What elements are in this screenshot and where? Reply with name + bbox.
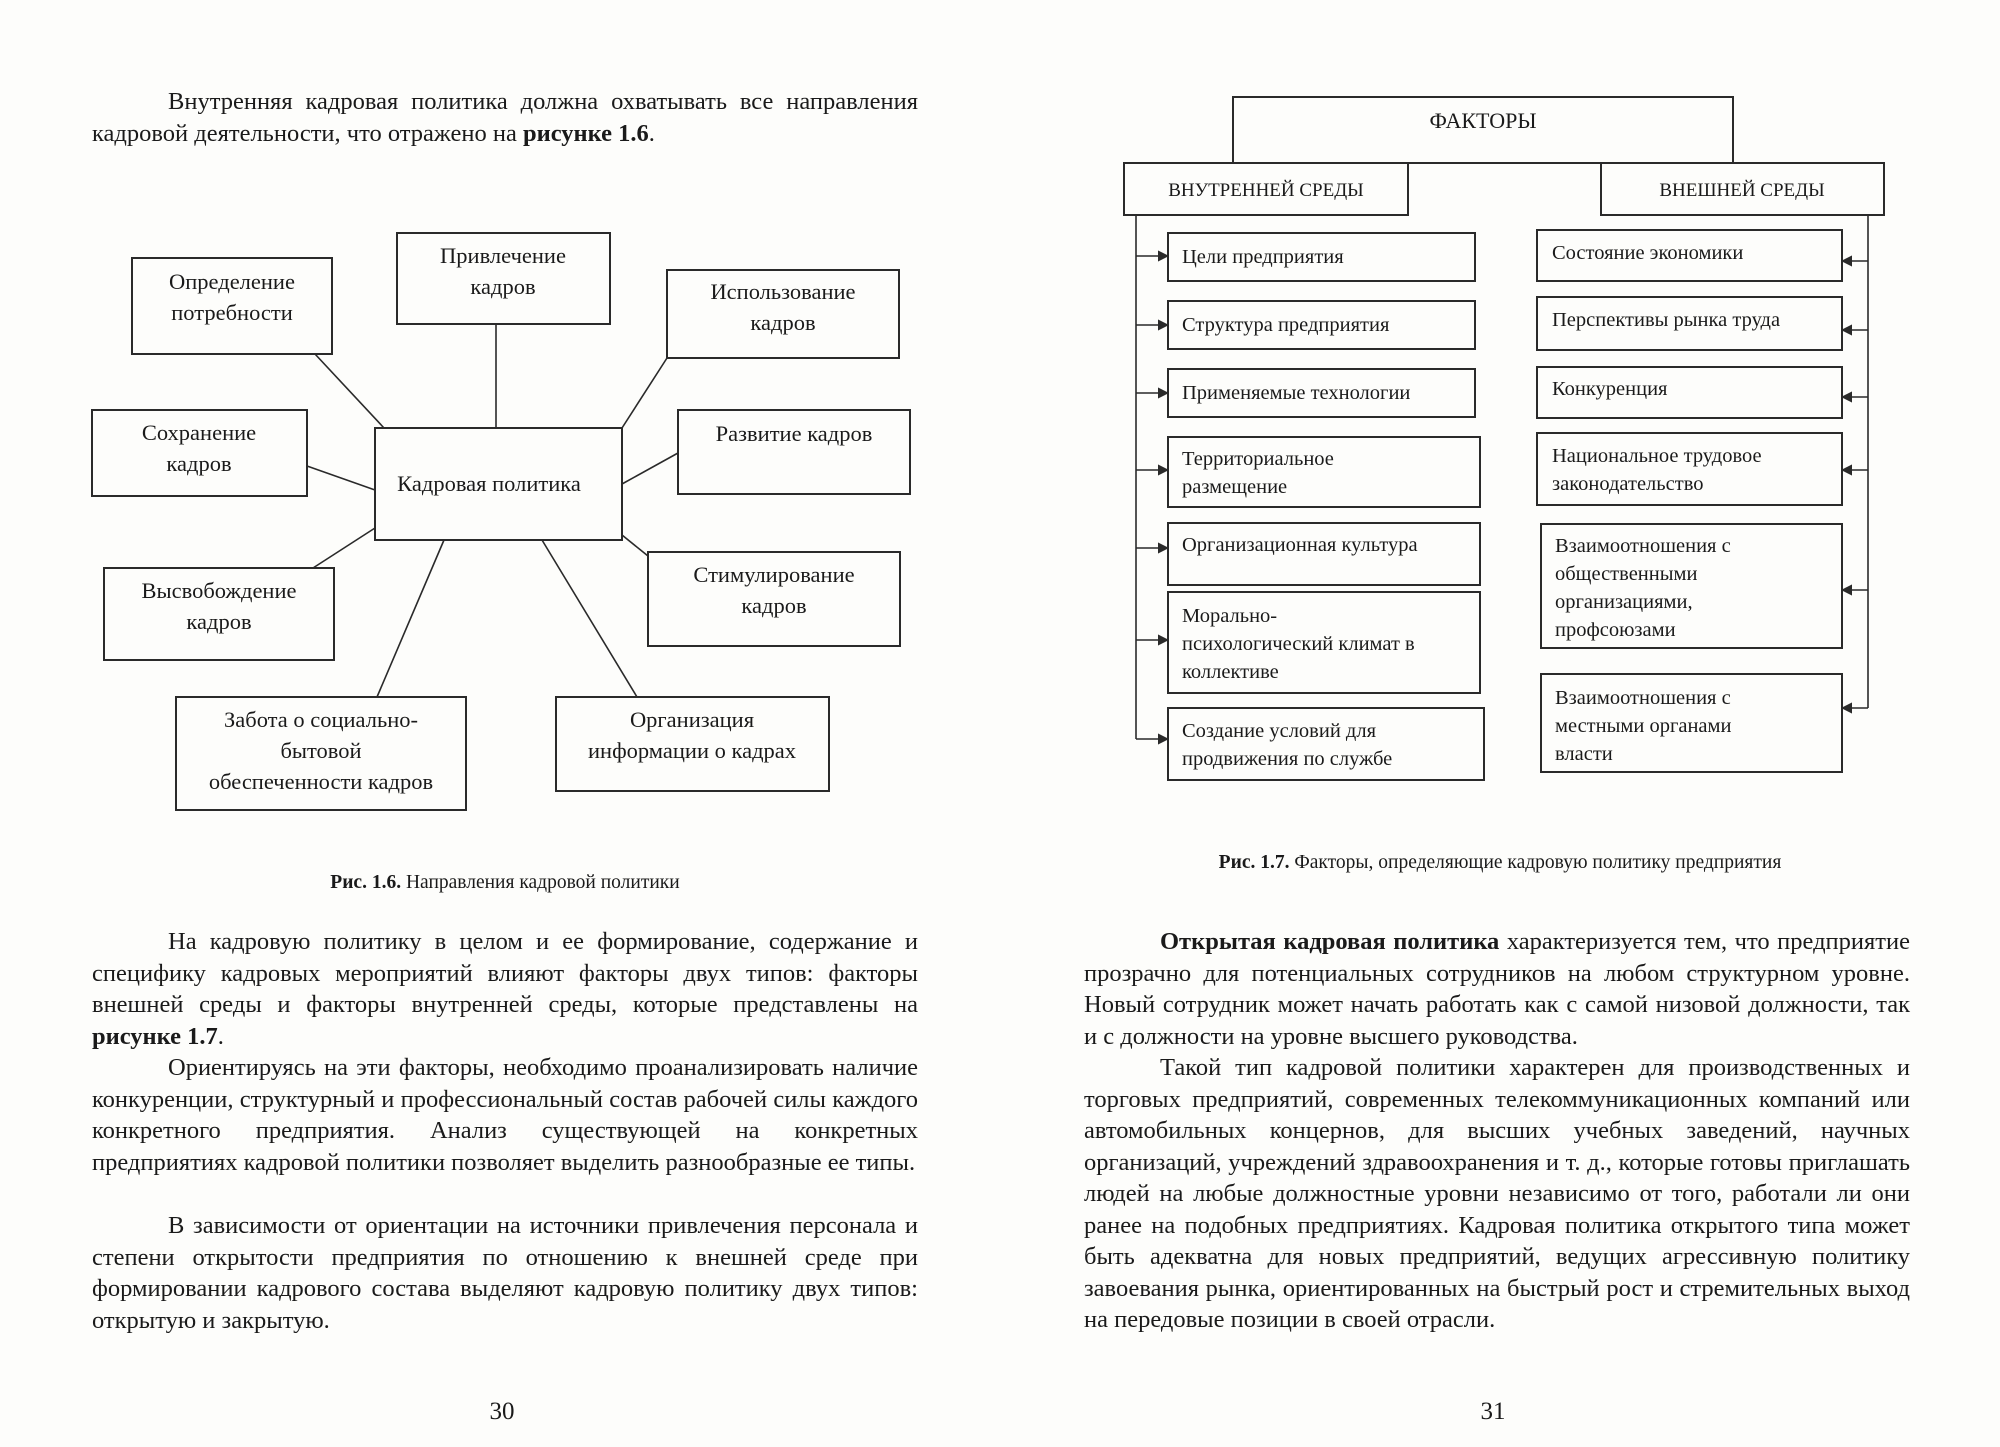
svg-text:размещение: размещение xyxy=(1182,476,1288,498)
page-number-left: 30 xyxy=(489,1398,515,1425)
page-number-right: 31 xyxy=(1480,1398,1506,1425)
right-paragraph-2: Такой тип кадровой политики характерен для производственных и торговых предприятий, современных телекоммуникационных компаний или автомобильных концернов, для высших учебных заведений, научных организаций, учреждений здравоохранения и т. д., которые готовы приглашать людей на любые должностные уровни независимо от того, работали ли они ранее на подобных предприятиях. Кадровая политика открытого типа может быть адекватна для новых предприятий, ведущих агрессивную политику завоевания рынка, ориентированных на быстрый рост и стремительных выход на передовые позиции в своей отрасли. xyxy=(1084,1054,1910,1333)
use-label-2: кадров xyxy=(750,310,816,335)
left-paragraph-1: На кадровую политику в целом и ее формирование, содержание и специфику кадровых мероприятий влияют факторы двух типов: факторы внешней среды и факторы внутренней среды, которые представлены на рисунке 1.7. xyxy=(92,928,918,1050)
link-care xyxy=(377,540,444,697)
link-stimulate xyxy=(622,535,648,556)
release-label-1: Высвобождение xyxy=(141,578,297,603)
svg-text:психологический климат в: психологический климат в xyxy=(1182,633,1415,655)
link-preserve xyxy=(307,466,375,490)
svg-text:Структура предприятия: Структура предприятия xyxy=(1182,314,1390,336)
svg-text:коллективе: коллективе xyxy=(1182,661,1279,683)
info-label-1: Организация xyxy=(629,707,755,732)
svg-text:местными органами: местными органами xyxy=(1555,715,1732,737)
figure-1-7-caption: Рис. 1.7. Факторы, определяющие кадровую политику предприятия xyxy=(1218,852,1782,873)
svg-text:Применяемые технологии: Применяемые технологии xyxy=(1182,382,1411,404)
svg-text:Взаимоотношения с: Взаимоотношения с xyxy=(1555,687,1731,709)
svg-text:организациями,: организациями, xyxy=(1555,591,1693,613)
svg-text:продвижения по службе: продвижения по службе xyxy=(1182,748,1393,770)
internal-header-label: ВНУТРЕННЕЙ СРЕДЫ xyxy=(1168,180,1364,201)
care-label-3: обеспеченности кадров xyxy=(208,769,434,794)
left-paragraph-3: В зависимости от ориентации на источники привлечения персонала и степени открытости предприятия по отношению к внешней среде при формировании кадрового состава выделяют кадровую политику двух типов: открытую и закрытую. xyxy=(92,1212,918,1334)
intro-paragraph: Внутренняя кадровая политика должна охватывать все направления кадровой деятельности, что отражено на рисунке 1.6. xyxy=(92,88,918,147)
svg-text:власти: власти xyxy=(1555,743,1613,765)
right-paragraph-1: Открытая кадровая политика характеризуется тем, что предприятие прозрачно для потенциальных сотрудников на любом структурном уровне. Новый сотрудник может начать работать как с самой низовой должности, так и с должности на уровне высшего руководства. xyxy=(1084,928,1910,1050)
link-info xyxy=(542,540,637,697)
preserve-label-1: Сохранение xyxy=(141,420,257,445)
svg-text:Создание условий для: Создание условий для xyxy=(1182,720,1377,742)
center-label: Кадровая политика xyxy=(397,471,581,496)
svg-text:Национальное трудовое: Национальное трудовое xyxy=(1552,445,1762,467)
stimulate-label-2: кадров xyxy=(741,593,807,618)
attract-label-1: Привлечение xyxy=(440,243,566,268)
link-use xyxy=(622,358,667,428)
preserve-label-2: кадров xyxy=(166,451,232,476)
determine-label-2: потребности xyxy=(171,300,293,325)
figure-1-7-diagram xyxy=(1000,0,2000,820)
link-release xyxy=(313,528,375,568)
link-determine xyxy=(315,354,384,428)
stimulate-label-1: Стимулирование xyxy=(693,562,855,587)
svg-text:законодательство: законодательство xyxy=(1552,473,1704,495)
svg-text:Организационная культура: Организационная культура xyxy=(1182,534,1418,556)
svg-text:профсоюзами: профсоюзами xyxy=(1555,619,1676,641)
svg-text:Состояние экономики: Состояние экономики xyxy=(1552,242,1744,264)
link-develop xyxy=(622,453,678,484)
develop-label: Развитие кадров xyxy=(715,421,873,446)
svg-text:Цели предприятия: Цели предприятия xyxy=(1182,246,1344,268)
figure-1-6-caption: Рис. 1.6. Направления кадровой политики xyxy=(330,872,680,893)
info-label-2: информации о кадрах xyxy=(587,738,797,763)
svg-text:Перспективы рынка труда: Перспективы рынка труда xyxy=(1552,309,1781,331)
svg-text:общественными: общественными xyxy=(1555,563,1698,585)
care-label-1: Забота о социально- xyxy=(223,707,419,732)
figure-1-6-diagram xyxy=(0,0,1000,850)
right-page xyxy=(1000,0,2000,1447)
svg-text:Морально-: Морально- xyxy=(1182,605,1278,627)
care-label-2: бытовой xyxy=(280,738,362,763)
factors-title: ФАКТОРЫ xyxy=(1429,108,1537,133)
use-label-1: Использование xyxy=(710,279,856,304)
determine-label-1: Определение xyxy=(169,269,295,294)
left-paragraph-2: Ориентируясь на эти факторы, необходимо проанализировать наличие конкуренции, структурный и профессиональный состав рабочей силы каждого конкретного предприятия. Анализ существующей на конкретных предприятиях кадровой политики позволяет выделить разнообразные ее типы. xyxy=(92,1054,918,1176)
svg-text:Взаимоотношения с: Взаимоотношения с xyxy=(1555,535,1731,557)
svg-text:Конкуренция: Конкуренция xyxy=(1552,378,1668,400)
release-label-2: кадров xyxy=(186,609,252,634)
external-header-label: ВНЕШНЕЙ СРЕДЫ xyxy=(1659,180,1825,201)
svg-text:Территориальное: Территориальное xyxy=(1182,448,1334,470)
attract-label-2: кадров xyxy=(470,274,536,299)
